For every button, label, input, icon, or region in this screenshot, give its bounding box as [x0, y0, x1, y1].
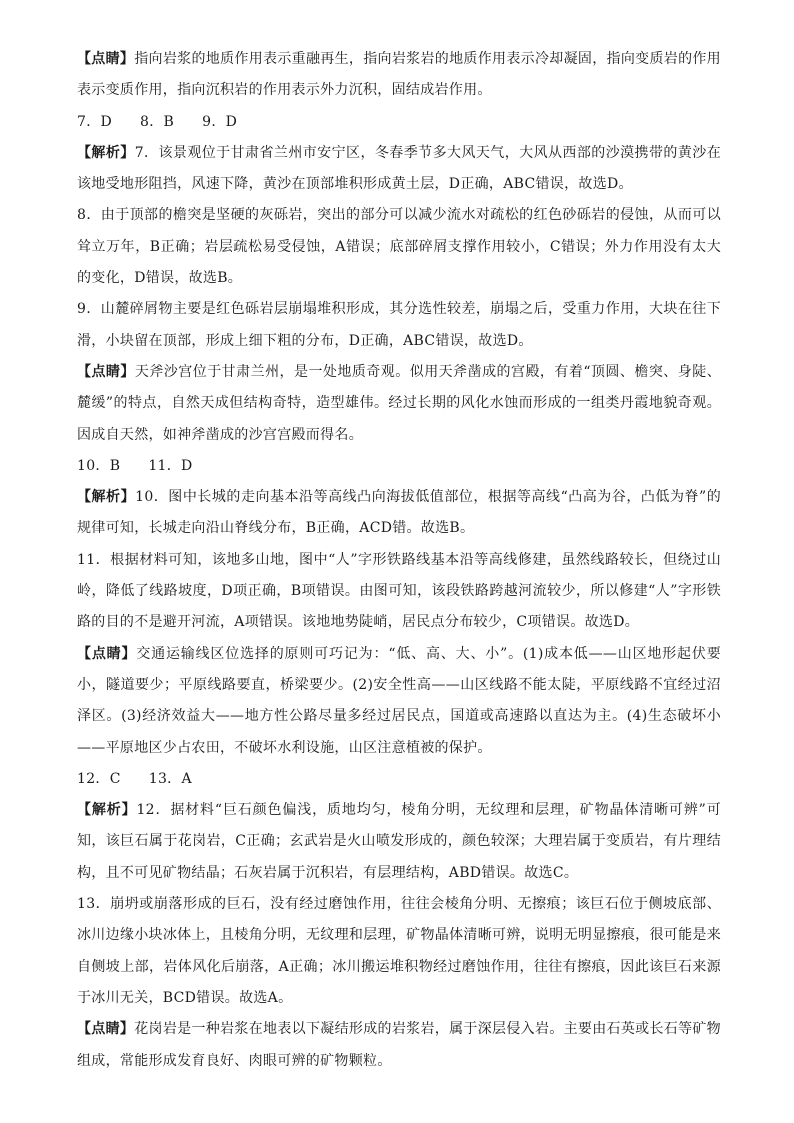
paragraph-jiexi-12: [77, 795, 721, 889]
paragraph-explanation-8: [77, 200, 721, 294]
paragraph-dianjing-2: [77, 357, 721, 451]
tag-label: 【解析】: [77, 489, 136, 506]
paragraph-text: 8．由于顶部的檐突是坚硬的灰砾岩，突出的部分可以减少流水对疏松的红色砂砾岩的侵蚀，从而可以耸立万年，B正确；岩层疏松易受侵蚀，A错误；底部碎屑支撑作用较小，C错误；外力作用没有太大的变化，D错误，故选B。: [77, 207, 721, 287]
answers-7-9: [77, 107, 721, 138]
paragraph-text: 交通运输线区位选择的原则可巧记为：“低、高、大、小”。(1)成本低——山区地形起伏要小，隧道要少；平原线路要直，桥梁要少。(2)安全性高——山区线路不能太陡，平原线路不宜经过沼泽区。(3)经济效益大——地方性公路尽量多经过居民点，国道或高速路以直达为主。(4)生态破坏小——平原地区少占农田，不破坏水利设施，山区注意植被的保护。: [77, 645, 722, 756]
paragraph-text: 11．根据材料可知，该地多山地，图中“人”字形铁路线基本沿等高线修建，虽然线路较长，但绕过山岭，降低了线路坡度，D项正确，B项错误。由图可知，该段铁路跨越河流较少，所以修建“人”字形铁路的目的不是避开河流，A项错误。该地地势陡峭，居民点分布较少，C项错误。故选D。: [77, 551, 721, 631]
paragraph-explanation-13: [77, 889, 721, 1014]
paragraph-explanation-11: [77, 545, 721, 639]
paragraph-text: 13．崩坍或崩落形成的巨石，没有经过磨蚀作用，往往会棱角分明、无擦痕；该巨石位于侧坡底部、冰川边缘小块冰体上，且棱角分明，无纹理和层理，矿物晶体清晰可辨，说明无明显擦痕，很可能是来自侧坡上部，岩体风化后崩落，A正确；冰川搬运堆积物经过磨蚀作用，往往有擦痕，因此该巨石来源于冰川无关，BCD错误。故选A。: [77, 896, 721, 1006]
tag-label: 【点睛】: [77, 1021, 135, 1038]
paragraph-dianjing-3: [77, 639, 721, 764]
answer-item: 7．D: [77, 113, 113, 130]
paragraph-dianjing-4: [77, 1014, 721, 1077]
paragraph-text: 花岗岩是一种岩浆在地表以下凝结形成的岩浆岩，属于深层侵入岩。主要由石英或长石等矿物组成，常能形成发育良好、肉眼可辨的矿物颗粒。: [77, 1021, 721, 1069]
answer-item: 12．C: [77, 770, 121, 787]
answer-item: 10．B: [77, 457, 121, 474]
paragraph-text: 10．图中长城的走向基本沿等高线凸向海拔低值部位，根据等高线“凸高为谷，凸低为脊”的规律可知，长城走向沿山脊线分布，B正确，ACD错。故选B。: [77, 489, 721, 537]
tag-label: 【点睛】: [77, 51, 135, 67]
tag-label: 【解析】: [77, 802, 137, 819]
paragraph-text: 12．据材料“巨石颜色偏浅，质地均匀，棱角分明，无纹理和层理，矿物晶体清晰可辨”可知，该巨石属于花岗岩，C正确；玄武岩是火山喷发形成的，颜色较深；大理岩属于变质岩，有片理结构，且不可见矿物结晶；石灰岩属于沉积岩，有层理结构，ABD错误。故选C。: [77, 802, 721, 881]
tag-label: 【点睛】: [77, 645, 137, 662]
answer-item: 9．D: [202, 113, 238, 130]
paragraph-jiexi-7: [77, 138, 721, 201]
paragraph-jiexi-10: [77, 482, 721, 545]
tag-label: 【解析】: [77, 144, 135, 161]
paragraph-text: 指向岩浆的地质作用表示重融再生，指向岩浆岩的地质作用表示冷却凝固，指向变质岩的作用表示变质作用，指向沉积岩的作用表示外力沉积，固结成岩作用。: [77, 51, 721, 99]
answer-item: 11．D: [148, 457, 193, 474]
answers-12-13: [77, 764, 721, 795]
answers-10-11: [77, 451, 721, 482]
paragraph-explanation-9: [77, 294, 721, 357]
paragraph-text: 天斧沙宫位于甘肃兰州，是一处地质奇观。似用天斧凿成的宫殿，有着“顶圆、檐突、身陡、麓缓”的特点，自然天成但结构奇特，造型雄伟。经过长期的风化水蚀而形成的一组类丹霞地貌奇观。因成自天然，如神斧凿成的沙宫宫殿而得名。: [77, 363, 721, 443]
document-page: [77, 44, 721, 1077]
paragraph-dianjing-1: [77, 44, 721, 107]
answer-item: 8．B: [140, 113, 175, 130]
answer-item: 13．A: [148, 770, 192, 787]
paragraph-text: 7．该景观位于甘肃省兰州市安宁区，冬春季节多大风天气，大风从西部的沙漠携带的黄沙在该地受地形阻挡，风速下降，黄沙在顶部堆积形成黄土层，D正确，ABC错误，故选D。: [77, 144, 721, 193]
paragraph-text: 9．山麓碎屑物主要是红色砾岩层崩塌堆积形成，其分选性较差，崩塌之后，受重力作用，大块在往下滑，小块留在顶部，形成上细下粗的分布，D正确，ABC错误，故选D。: [77, 301, 721, 349]
tag-label: 【点睛】: [77, 363, 135, 380]
